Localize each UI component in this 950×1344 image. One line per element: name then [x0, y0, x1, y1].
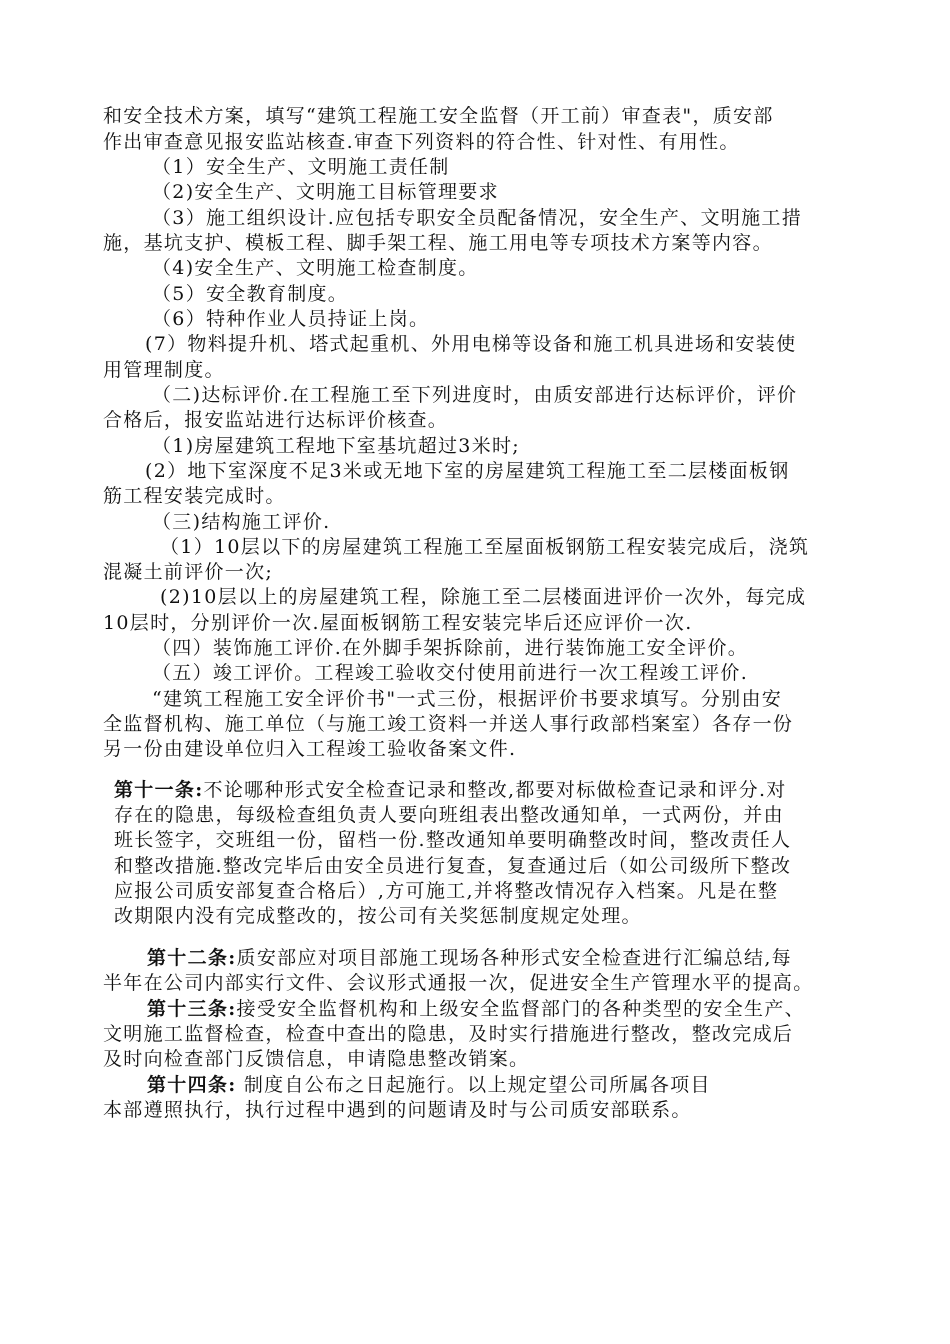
- article-13-line: [147, 997, 805, 1021]
- text-line: （1）安全生产、文明施工责任制: [152, 156, 450, 178]
- text-line: （2)安全生产、文明施工目标管理要求: [152, 181, 499, 203]
- text-line: 筋工程安装完成时。: [103, 485, 286, 507]
- article-11-line: [114, 778, 787, 802]
- text-line: （三)结构施工评价.: [152, 511, 331, 533]
- text-line: 合格后，报安监站进行达标评价核查。: [103, 409, 449, 431]
- text-line: （四）装饰施工评价.在外脚手架拆除前，进行装饰施工安全评价。: [152, 637, 749, 659]
- article-12-heading: 第十二条:: [147, 947, 237, 969]
- text-line: （4)安全生产、文明施工检查制度。: [152, 257, 479, 279]
- text-line: 班长签字，交班组一份，留档一份.整改通知单要明确整改时间，整改责任人: [114, 829, 792, 851]
- text-line: （3）施工组织设计.应包括专职安全员配备情况，安全生产、文明施工措: [152, 207, 803, 229]
- text-line: 全监督机构、施工单位（与施工竣工资料一并送人事行政部档案室）各存一份: [103, 713, 794, 735]
- text-line: 存在的隐患，每级检查组负责人要向班组表出整改通知单，一式两份，并由: [114, 804, 784, 826]
- article-13-heading: 第十三条:: [147, 998, 237, 1020]
- text-line: “建筑工程施工安全评价书"一式三份，根据评价书要求填写。分别由安: [152, 688, 783, 710]
- text-line: 和安全技术方案，填写“建筑工程施工安全监督（开工前）审查表"，质安部: [103, 105, 774, 127]
- text-line: (2)10层以上的房屋建筑工程，除施工至二层楼面进评价一次外，每完成: [160, 586, 807, 608]
- text-line: （1)房屋建筑工程地下室基坑超过3米时;: [152, 435, 520, 457]
- article-13-text: 接受安全监督机构和上级安全监督部门的各种类型的安全生产、: [236, 998, 805, 1020]
- article-12-text: 质安部应对项目部施工现场各种形式安全检查进行汇编总结,每: [236, 947, 792, 969]
- text-line: （5）安全教育制度。: [152, 283, 349, 305]
- text-line: 本部遵照执行，执行过程中遇到的问题请及时与公司质安部联系。: [103, 1099, 692, 1121]
- text-line: （1）10层以下的房屋建筑工程施工至屋面板钢筋工程安装完成后，浇筑: [160, 536, 810, 558]
- article-12-line: [147, 946, 792, 970]
- text-line: 10层时，分别评价一次.屋面板钢筋工程安装完毕后还应评价一次.: [103, 612, 693, 634]
- article-14-text: 制度自公布之日起施行。以上规定望公司所属各项目: [236, 1074, 711, 1096]
- text-line: 和整改措施.整改完毕后由安全员进行复查，复查通过后（如公司级所下整改: [114, 855, 792, 877]
- text-line: 另一份由建设单位归入工程竣工验收备案文件.: [103, 738, 517, 760]
- text-line: 施，基坑支护、模板工程、脚手架工程、施工用电等专项技术方案等内容。: [103, 232, 773, 254]
- text-line: （五）竣工评价。工程竣工验收交付使用前进行一次工程竣工评价.: [152, 662, 749, 684]
- text-line: 混凝土前评价一次;: [103, 561, 274, 583]
- text-line: （二)达标评价.在工程施工至下列进度时，由质安部进行达标评价，评价: [152, 384, 798, 406]
- text-line: 应报公司质安部复查合格后）,方可施工,并将整改情况存入档案。凡是在整: [114, 880, 779, 902]
- text-line: 及时向检查部门反馈信息，申请隐患整改销案。: [103, 1048, 530, 1070]
- text-line: 文明施工监督检查，检查中查出的隐患，及时实行措施进行整改，整改完成后: [103, 1023, 794, 1045]
- text-line: 用管理制度。: [103, 359, 225, 381]
- text-line: (7）物料提升机、塔式起重机、外用电梯等设备和施工机具进场和安装使: [145, 333, 797, 355]
- text-line: 作出审查意见报安监站核查.审查下列资料的符合性、针对性、有用性。: [103, 131, 740, 153]
- text-line: (2）地下室深度不足3米或无地下室的房屋建筑工程施工至二层楼面板钢: [145, 460, 790, 482]
- article-11-heading: 第十一条:: [114, 779, 204, 801]
- text-line: （6）特种作业人员持证上岗。: [152, 308, 430, 330]
- article-11-text: 不论哪种形式安全检查记录和整改,都要对标做检查记录和评分.对: [203, 779, 787, 801]
- article-14-heading: 第十四条:: [147, 1074, 237, 1096]
- text-line: 半年在公司内部实行文件、会议形式通报一次，促进安全生产管理水平的提高。: [103, 972, 814, 994]
- text-line: 改期限内没有完成整改的，按公司有关奖惩制度规定处理。: [114, 905, 642, 927]
- article-14-line: [147, 1073, 711, 1097]
